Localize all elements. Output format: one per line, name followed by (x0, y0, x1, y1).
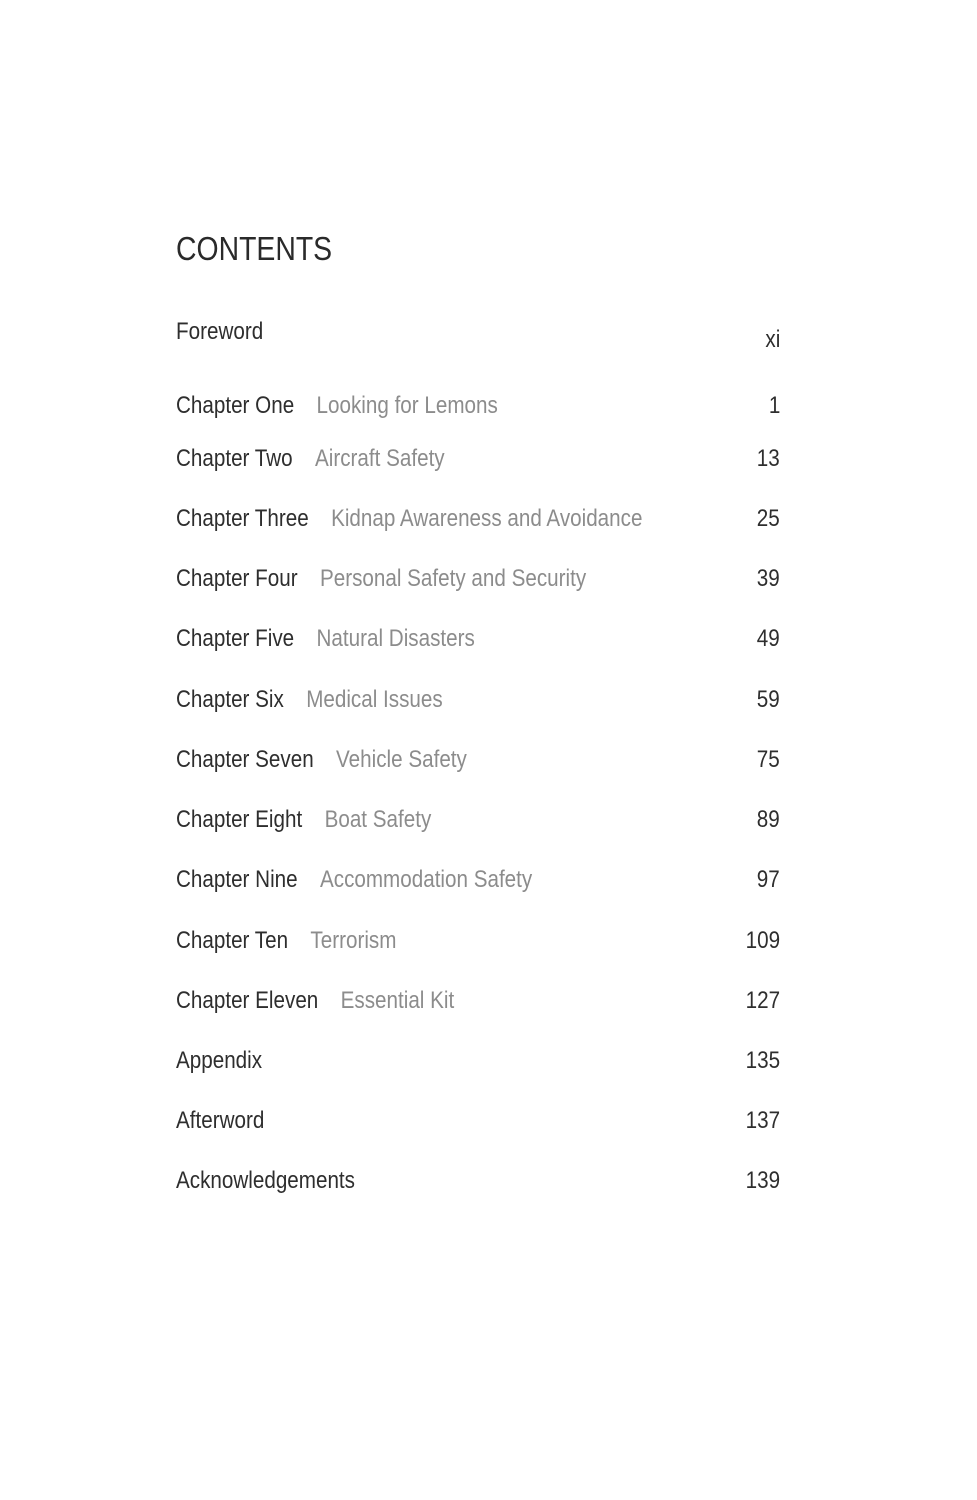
toc-entry-subtitle: Looking for Lemons (316, 392, 498, 419)
toc-entry-label: Chapter Five Natural Disasters (176, 625, 475, 652)
toc-entry-label: Appendix (176, 1047, 263, 1074)
toc-entry-subtitle: Personal Safety and Security (319, 565, 587, 592)
toc-entry-chapter-five (176, 625, 780, 661)
toc-entry-label: Chapter Six Medical Issues (176, 686, 443, 713)
toc-entry-label: Chapter Two Aircraft Safety (176, 445, 445, 472)
toc-entry-page: 139 (745, 1167, 780, 1194)
toc-entry-label: Foreword (176, 318, 264, 345)
toc-entry-page: 127 (745, 987, 780, 1014)
toc-entry-chapter-one (176, 392, 780, 428)
toc-entry-label: Chapter Four Personal Safety and Security (176, 565, 587, 592)
toc-entry-page: 89 (757, 806, 780, 833)
toc-entry-page: 109 (745, 927, 780, 954)
toc-entry-chapter-four (176, 565, 780, 601)
toc-entry-label: Chapter Seven Vehicle Safety (176, 746, 467, 773)
toc-entry-foreword (176, 318, 780, 354)
toc-entry-page: xi (765, 326, 780, 353)
toc-entry-page: 59 (757, 686, 780, 713)
toc-entry-label: Chapter Eleven Essential Kit (176, 987, 455, 1014)
toc-entry-subtitle: Terrorism (310, 927, 397, 954)
toc-entry-label: Chapter Three Kidnap Awareness and Avoidance (176, 505, 643, 532)
toc-entry-chapter-ten (176, 927, 780, 963)
toc-entry-subtitle: Kidnap Awareness and Avoidance (331, 505, 643, 532)
toc-entry-page: 1 (768, 392, 780, 419)
toc-entry-label: Chapter One Looking for Lemons (176, 392, 498, 419)
toc-entry-page: 75 (757, 746, 780, 773)
toc-entry-chapter-two (176, 445, 780, 481)
toc-entry-label: Chapter Ten Terrorism (176, 927, 397, 954)
toc-entry-subtitle: Boat Safety (324, 806, 432, 833)
toc-entry-page: 137 (745, 1107, 780, 1134)
toc-entry-chapter-three (176, 505, 780, 541)
page-title: CONTENTS (176, 230, 333, 267)
toc-entry-subtitle: Accommodation Safety (319, 866, 533, 893)
toc-entry-page: 39 (757, 565, 780, 592)
toc-entry-subtitle: Natural Disasters (316, 625, 475, 652)
toc-entry-chapter-seven (176, 746, 780, 782)
toc-entry-chapter-eleven (176, 987, 780, 1023)
toc-entry-subtitle: Vehicle Safety (336, 746, 467, 773)
toc-entry-page: 49 (757, 625, 780, 652)
toc-entry-subtitle: Medical Issues (306, 686, 443, 713)
toc-entry-afterword (176, 1107, 780, 1143)
toc-entry-label: Chapter Nine Accommodation Safety (176, 866, 533, 893)
toc-entry-subtitle: Aircraft Safety (315, 445, 445, 472)
toc-entry-page: 135 (745, 1047, 780, 1074)
toc-entry-appendix (176, 1047, 780, 1083)
toc-entry-page: 13 (757, 445, 780, 472)
toc-entry-page: 97 (757, 866, 780, 893)
toc-entry-chapter-six (176, 686, 780, 722)
toc-entry-subtitle: Essential Kit (340, 987, 455, 1014)
toc-entry-chapter-nine (176, 866, 780, 902)
toc-entry-label: Chapter Eight Boat Safety (176, 806, 432, 833)
toc-entry-page: 25 (757, 505, 780, 532)
toc-entry-label: Afterword (176, 1107, 265, 1134)
toc-entry-chapter-eight (176, 806, 780, 842)
toc-entry-label: Acknowledgements (176, 1167, 355, 1194)
toc-entry-acknowledgements (176, 1167, 780, 1203)
